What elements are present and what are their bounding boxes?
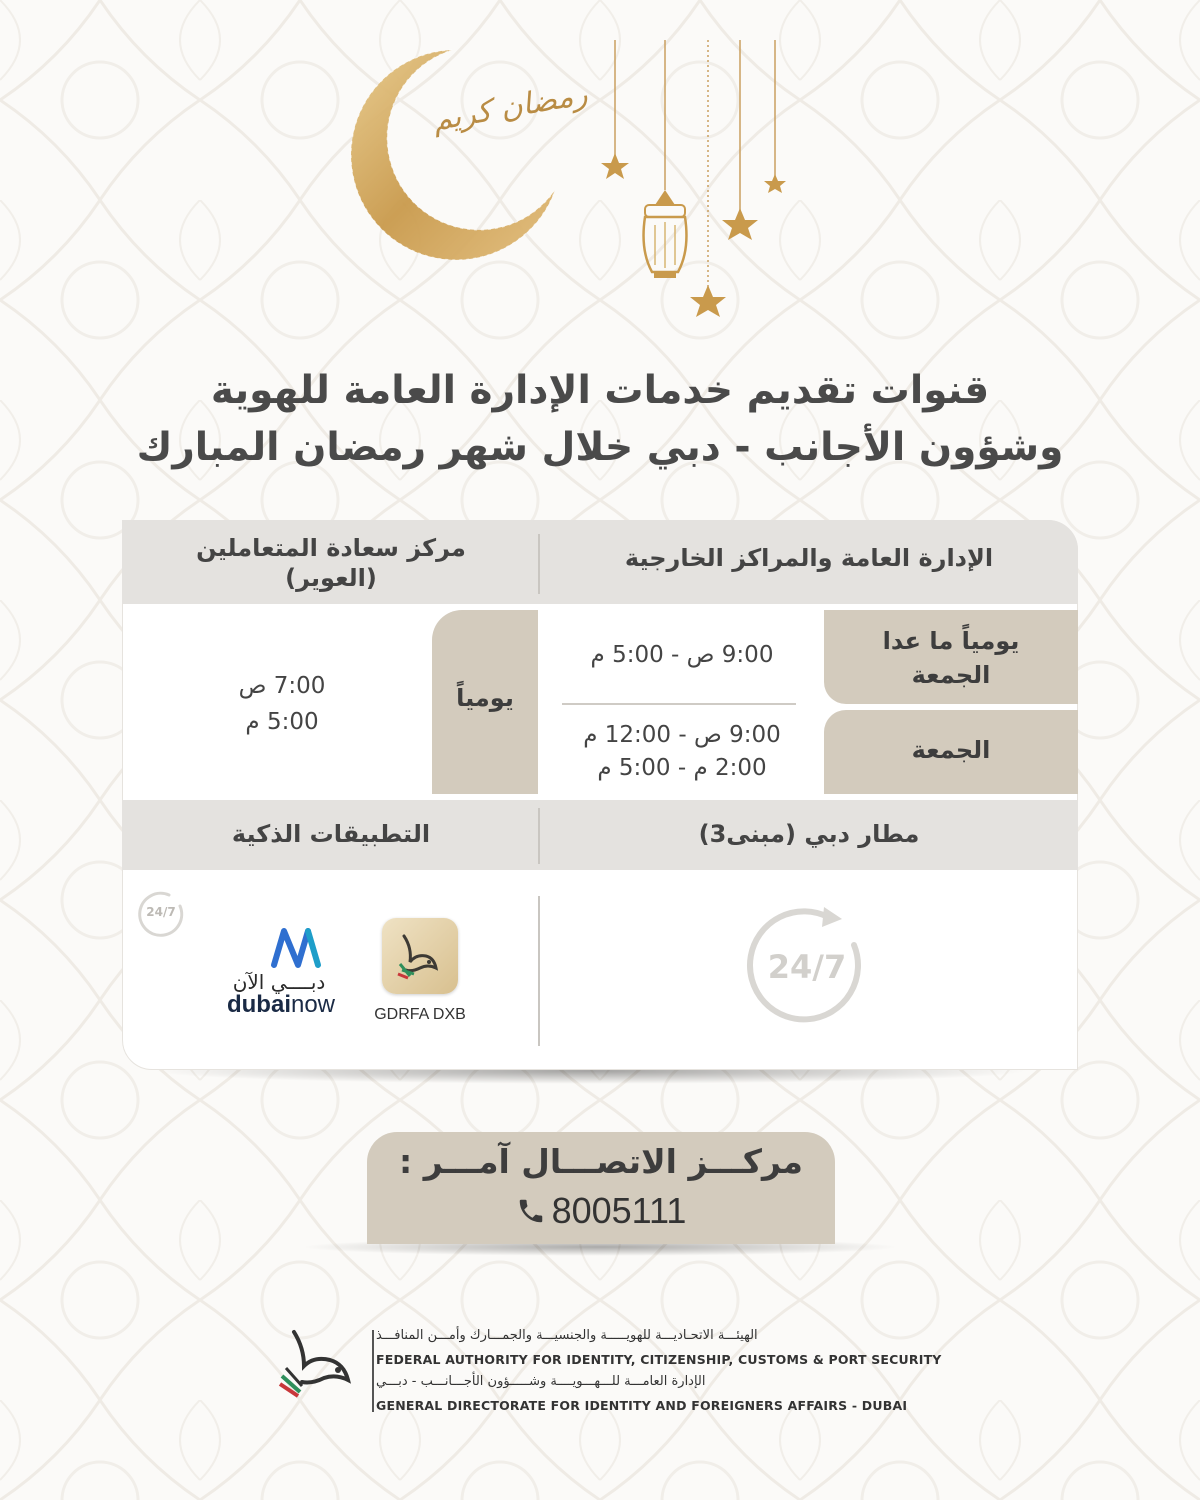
hours-friday-2: 2:00 م - 5:00 م (597, 755, 767, 781)
dubainow-english: dubainow (226, 991, 336, 1018)
smart-apps-badge: 24/7 (146, 905, 176, 919)
footer-directorate-ar: الإدارة العامـــة للـــهـــويــــة وشـــــؤون الأجـــانـــب - دبـــي (376, 1374, 706, 1389)
row-divider (562, 703, 796, 705)
smart-apps-header: التطبيقات الذكية (122, 800, 540, 870)
gdrfa-app-icon[interactable] (382, 918, 458, 994)
dubainow-arabic: دبــــي الآن (232, 970, 326, 994)
hours-friday-1: 9:00 ص - 12:00 م (583, 722, 781, 748)
divider (538, 896, 540, 1046)
page-title-line2: وشؤون الأجانب - دبي خلال شهر رمضان المبارك (136, 425, 1064, 470)
falcon-app-icon (382, 918, 458, 994)
dubainow-logo[interactable] (268, 925, 324, 971)
footer-authority-ar: الهيئـــة الاتحـاديـــة للهويـــــة والجنسيـــة والجمـــارك وأمـــن المنافـــذ (376, 1328, 758, 1343)
gdrfa-app-name: GDRFA DXB (374, 1006, 466, 1023)
days-label-weekdays: يومياً ما عدا الجمعة (824, 610, 1078, 704)
airport-header: مطار دبي (مبنى3) (540, 800, 1078, 870)
happiness-hours-close: 5:00 م (245, 709, 319, 735)
airport-badge: 24/7 (767, 948, 847, 986)
days-label-daily: يومياً (432, 610, 538, 794)
contact-phone-row[interactable]: 8005111 (367, 1190, 835, 1232)
main-office-header: الإدارة العامة والمراكز الخارجية (540, 520, 1078, 604)
footer-divider (372, 1330, 374, 1412)
hours-weekdays: 9:00 ص - 5:00 م (590, 642, 774, 668)
page-title-line1: قنوات تقديم خدمات الإدارة العامة للهوية (210, 368, 990, 413)
contact-center-box (367, 1132, 835, 1244)
schedule-card (122, 520, 1078, 1070)
footer-authority-en: FEDERAL AUTHORITY FOR IDENTITY, CITIZENSHIP, CUSTOMS & PORT SECURITY (376, 1352, 942, 1367)
divider (538, 534, 540, 594)
happiness-hours-open: 7:00 ص (238, 673, 326, 699)
falcon-emblem-icon (274, 1326, 366, 1406)
footer-directorate-en: GENERAL DIRECTORATE FOR IDENTITY AND FOREIGNERS AFFAIRS - DUBAI (376, 1398, 908, 1413)
divider (538, 808, 540, 864)
contact-label: مركـــز الاتصـــال آمـــر : (399, 1142, 803, 1181)
days-label-friday: الجمعة (824, 710, 1078, 794)
ramadan-kareem-calligraphy: رمضان كريم (429, 76, 591, 139)
happiness-center-header: مركز سعادة المتعاملين (العوير) (122, 520, 540, 604)
phone-icon (516, 1196, 546, 1226)
